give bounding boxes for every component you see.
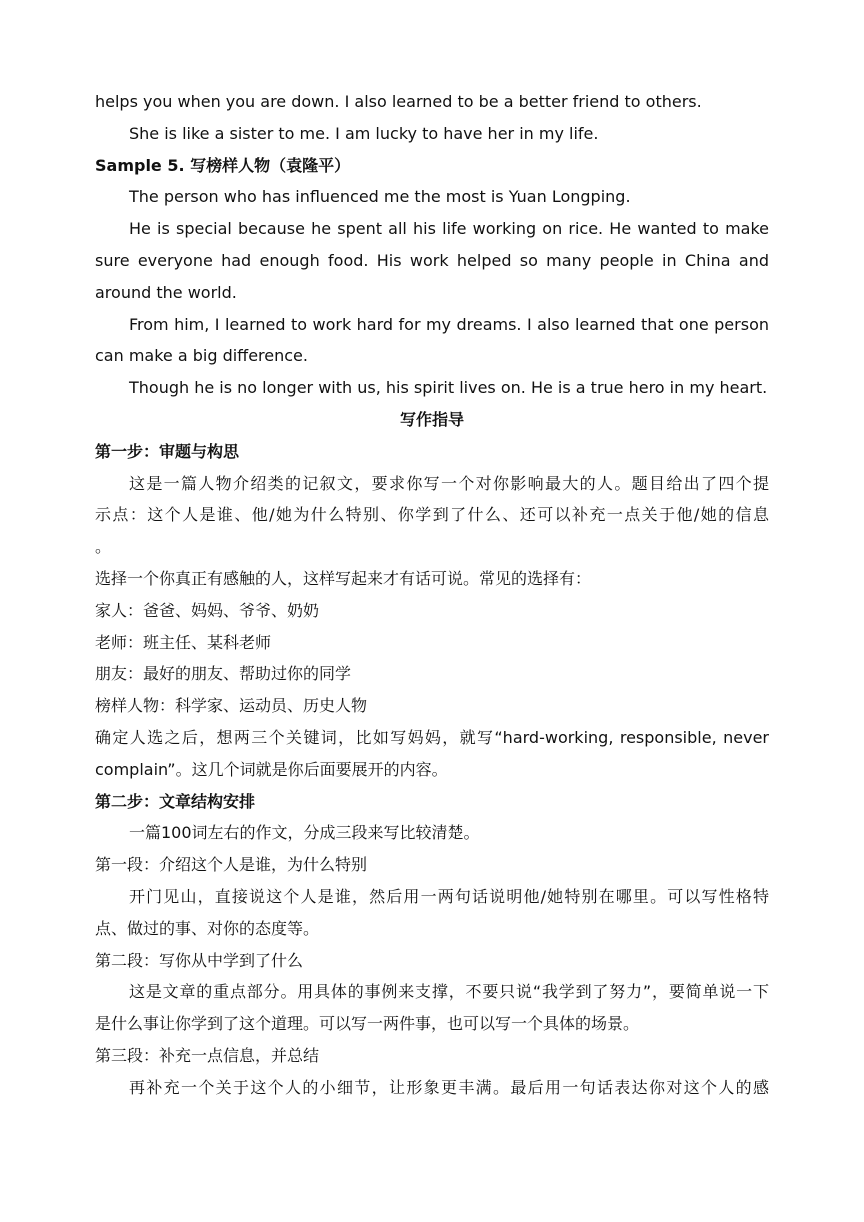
step2-paragraph-1-line-2: 点、做过的事、对你的态度等。: [95, 918, 320, 938]
step2-paragraph-1-heading: 第一段：介绍这个人是谁，为什么特别: [95, 855, 368, 875]
sample5-paragraph-2-line-1: He is special because he spent all his life working on rice. He wanted to make: [129, 219, 769, 239]
sample5-paragraph-4: Though he is no longer with us, his spirit lives on. He is a true hero in my heart.: [129, 378, 768, 398]
choice-teacher: 老师：班主任、某科老师: [95, 632, 272, 652]
sample4-closing-line: helps you when you are down. I also learned to be a better friend to others.: [95, 92, 702, 111]
step2-paragraph-2-line-2: 是什么事让你学到了这个道理。可以写一两件事，也可以写一个具体的场景。: [95, 1014, 640, 1034]
step1-paragraph-1-line-1: 这是一篇人物介绍类的记叙文，要求你写一个对你影响最大的人。题目给出了四个提: [129, 473, 769, 493]
sample5-paragraph-3-line-2: can make a big difference.: [95, 346, 308, 366]
step2-paragraph-2-line-1: 这是文章的重点部分。用具体的事例来支撑，不要只说“我学到了努力”，要简单说一下: [129, 982, 769, 1002]
sample5-paragraph-3-line-1: From him, I learned to work hard for my dreams. I also learned that one person: [129, 314, 769, 334]
step2-paragraph-3-heading: 第三段：补充一点信息，并总结: [95, 1045, 320, 1065]
step1-paragraph-1-line-3: 。: [95, 537, 112, 557]
step1-paragraph-2: 选择一个你真正有感触的人，这样写起来才有话可说。常见的选择有：: [95, 568, 592, 588]
guide-title: 写作指导: [399, 409, 464, 429]
step1-paragraph-1-line-2: 示点：这个人是谁、他/她为什么特别、你学到了什么、还可以补充一点关于他/她的信息: [95, 505, 769, 525]
step2-paragraph-3-line-1: 再补充一个关于这个人的小细节，让形象更丰满。最后用一句话表达你对这个人的感: [129, 1077, 769, 1097]
choice-friend: 朋友：最好的朋友、帮助过你的同学: [95, 664, 352, 684]
step1-heading: 第一步：审题与构思: [95, 441, 240, 461]
choice-family: 家人：爸爸、妈妈、爷爷、奶奶: [95, 600, 320, 620]
choice-role-model: 榜样人物：科学家、运动员、历史人物: [95, 696, 368, 716]
sample5-paragraph-2-line-2: sure everyone had enough food. His work helped so many people in China and: [95, 250, 769, 270]
step2-paragraph-2-heading: 第二段：写你从中学到了什么: [95, 950, 304, 970]
step2-intro: 一篇100词左右的作文，分成三段来写比较清楚。: [129, 823, 480, 843]
sample5-paragraph-1: The person who has influenced me the most is Yuan Longping.: [129, 187, 631, 207]
sample4-closing-paragraph: She is like a sister to me. I am lucky to have her in my life.: [129, 123, 599, 143]
step1-paragraph-3-line-2: complain”。这几个词就是你后面要展开的内容。: [95, 759, 448, 779]
sample5-heading: Sample 5. 写榜样人物（袁隆平）: [95, 155, 351, 175]
step1-paragraph-3-line-1: 确定人选之后，想两三个关键词，比如写妈妈，就写“hard-working, responsible, never: [95, 727, 769, 747]
step2-paragraph-1-line-1: 开门见山，直接说这个人是谁，然后用一两句话说明他/她特别在哪里。可以写性格特: [129, 886, 769, 906]
step2-heading: 第二步：文章结构安排: [95, 791, 256, 811]
sample5-paragraph-2-line-3: around the world.: [95, 282, 237, 302]
